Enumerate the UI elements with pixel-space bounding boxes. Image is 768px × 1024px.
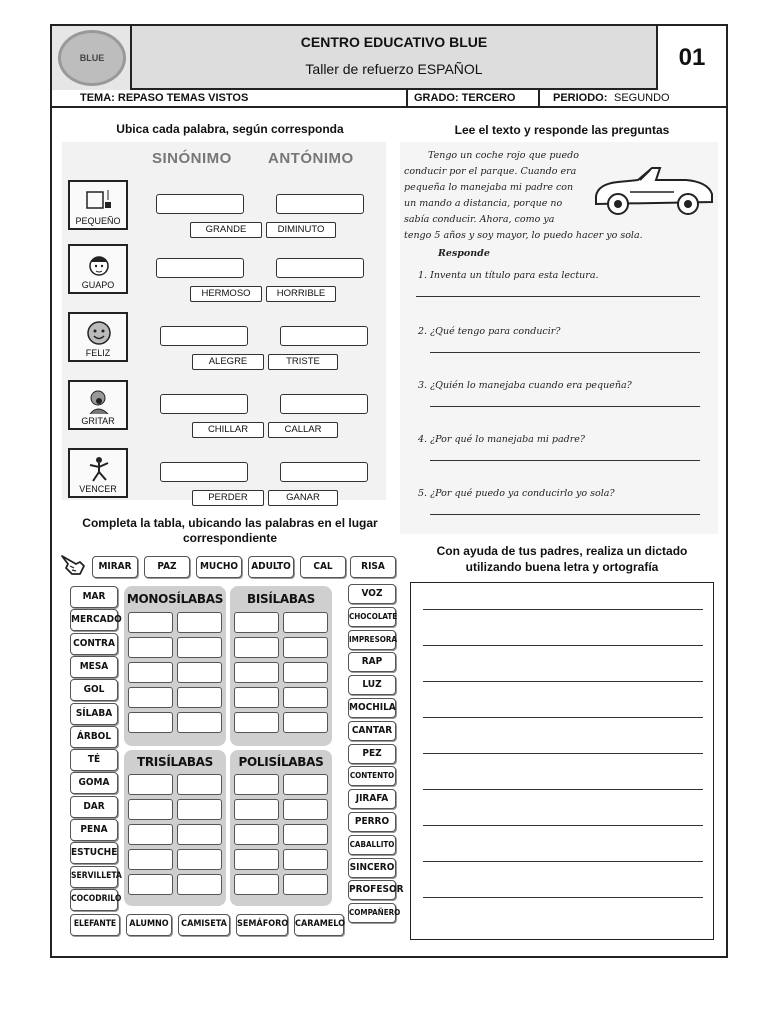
reading-line: sabía conducir. Ahora, como ya [404,214,555,225]
antonym-answer-box[interactable] [280,462,368,482]
synonym-answer-box[interactable] [156,194,244,214]
responde-label: Responde [438,248,490,259]
section2-title: Lee el texto y responde las preguntas [454,123,670,137]
answer-line[interactable] [430,460,700,461]
word-card[interactable]: ESTUCHE [70,842,118,864]
reading-line: un mando a distancia, porque no [404,198,563,209]
table-cell[interactable] [128,799,173,820]
synonym-answer-box[interactable] [160,394,248,414]
table-header-polisilabas: POLISÍLABAS [238,755,324,769]
word-card[interactable]: DAR [70,796,118,818]
table-cell[interactable] [128,712,173,733]
word-card[interactable]: PERRO [348,812,396,832]
table-cell[interactable] [177,799,222,820]
question-4: 4. ¿Por qué lo manejaba mi padre? [418,434,586,445]
section4-title-2: utilizando buena letra y ortografía [465,560,659,574]
table-cell[interactable] [283,824,328,845]
synonym-header: SINÓNIMO [152,150,232,167]
table-cell[interactable] [177,874,222,895]
word-card[interactable]: RAP [348,652,396,672]
word-card[interactable]: SEMÁFORO [236,914,288,936]
word-card[interactable]: CONTRA [70,633,118,655]
word-card[interactable]: CAMISETA [178,914,230,936]
question-5: 5. ¿Por qué puedo ya conducirlo yo sola? [418,488,615,499]
synonym-answer-box[interactable] [160,326,248,346]
pointing-hand-icon [58,548,88,578]
section4-title-1: Con ayuda de tus padres, realiza un dictado [436,544,688,558]
periodo-label: PERIODO: [553,92,608,104]
word-card[interactable]: MIRAR [92,556,138,578]
picture-word: GUAPO [81,280,115,290]
picture-word: VENCER [79,484,117,494]
table-cell[interactable] [234,874,279,895]
picture-word: GRITAR [81,416,115,426]
word-card[interactable]: CHOCOLATE [348,607,396,627]
table-cell[interactable] [177,687,222,708]
word-option[interactable]: CALLAR [268,422,338,438]
workshop-title: Taller de refuerzo ESPAÑOL [305,61,483,77]
word-card[interactable]: MESA [70,656,118,678]
word-card[interactable]: CAL [300,556,346,578]
runner-icon [86,456,112,482]
word-card[interactable]: COCODRILO [70,889,118,911]
synonym-answer-box[interactable] [160,462,248,482]
tema-label: TEMA: REPASO TEMAS VISTOS [80,92,249,104]
word-card[interactable]: ÁRBOL [70,726,118,748]
table-cell[interactable] [234,687,279,708]
word-card[interactable]: VOZ [348,584,396,604]
reading-line: pequeña lo manejaba mi padre con [404,182,574,193]
section3-title-1: Completa la tabla, ubicando las palabras en el lugar [82,516,378,530]
table-cell[interactable] [234,637,279,658]
table-cell[interactable] [234,712,279,733]
word-card[interactable]: PAZ [144,556,190,578]
section3-title-2: correspondiente [182,531,278,545]
table-cell[interactable] [283,799,328,820]
small-shapes-icon [86,188,112,214]
table-cell[interactable] [283,849,328,870]
picture-card [68,448,128,498]
car-icon [590,160,718,218]
table-cell[interactable] [234,662,279,683]
word-card[interactable]: PROFESOR [348,880,396,900]
reading-line: conducir por el parque. Cuando era [404,166,577,177]
answer-line[interactable] [430,352,700,353]
picture-card [68,312,128,362]
table-cell[interactable] [177,637,222,658]
word-card[interactable]: ELEFANTE [70,914,120,936]
table-cell[interactable] [128,874,173,895]
picture-card [68,244,128,294]
word-card[interactable]: RISA [350,556,396,578]
word-option[interactable]: DIMINUTO [266,222,336,238]
grado-label: GRADO: TERCERO [414,92,516,104]
table-cell[interactable] [128,824,173,845]
word-card[interactable]: JIRAFA [348,789,396,809]
section1-title: Ubica cada palabra, según corresponda [116,122,344,136]
picture-word: FELIZ [85,348,111,358]
table-cell[interactable] [128,687,173,708]
word-option[interactable]: ALEGRE [192,354,264,370]
table-cell[interactable] [234,774,279,795]
table-cell[interactable] [177,849,222,870]
word-card[interactable]: SINCERO [348,858,396,878]
picture-card [68,180,128,230]
word-card[interactable]: MUCHO [196,556,242,578]
periodo-value: SEGUNDO [614,92,670,104]
table-cell[interactable] [177,824,222,845]
info-row [52,90,726,108]
reading-line: Tengo un coche rojo que puedo [428,150,579,161]
antonym-answer-box[interactable] [276,258,364,278]
antonym-answer-box[interactable] [280,394,368,414]
word-card[interactable]: MOCHILA [348,698,396,718]
question-2: 2. ¿Qué tengo para conducir? [418,326,561,337]
antonym-answer-box[interactable] [276,194,364,214]
table-cell[interactable] [177,612,222,633]
word-option[interactable]: GANAR [268,490,338,506]
table-cell[interactable] [177,774,222,795]
question-1: 1. Inventa un título para esta lectura. [418,270,599,281]
antonym-header: ANTÓNIMO [268,150,354,167]
word-card[interactable]: CARAMELO [294,914,344,936]
word-card[interactable]: ALUMNO [126,914,172,936]
word-card[interactable]: SERVILLETA [70,866,118,888]
word-card[interactable]: MAR [70,586,118,608]
word-card[interactable]: CABALLITO [348,835,396,855]
table-cell[interactable] [128,774,173,795]
table-cell[interactable] [128,637,173,658]
word-card[interactable]: IMPRESORA [348,630,396,650]
table-cell[interactable] [234,612,279,633]
table-cell[interactable] [177,712,222,733]
table-cell[interactable] [283,874,328,895]
word-card[interactable]: CANTAR [348,721,396,741]
question-3: 3. ¿Quién lo manejaba cuando era pequeña? [418,380,632,391]
word-option[interactable]: GRANDE [190,222,262,238]
word-card[interactable]: PEZ [348,744,396,764]
word-option[interactable]: HORRIBLE [266,286,336,302]
table-cell[interactable] [283,712,328,733]
word-option[interactable]: HERMOSO [190,286,262,302]
table-header-bisilabas: BISÍLABAS [246,592,316,606]
shouting-person-icon [86,388,112,414]
table-cell[interactable] [128,662,173,683]
word-card[interactable]: ADULTO [248,556,294,578]
table-header-trisilabas: TRISÍLABAS [136,755,213,769]
word-card[interactable]: MERCADO [70,609,118,631]
table-header-monosilabas: MONOSÍLABAS [126,592,224,606]
table-cell[interactable] [128,612,173,633]
table-cell[interactable] [283,612,328,633]
picture-card [68,380,128,430]
word-card[interactable]: SÍLABA [70,703,118,725]
reading-line: tengo 5 años y soy mayor, lo puedo hacer yo sola. [404,230,643,241]
school-logo: BLUE [58,30,126,86]
dictation-box[interactable] [410,582,714,940]
table-cell[interactable] [234,799,279,820]
word-card[interactable]: GOL [70,679,118,701]
table-cell[interactable] [234,824,279,845]
word-card[interactable]: LUZ [348,675,396,695]
word-option[interactable]: TRISTE [268,354,338,370]
word-card[interactable]: CONTENTO [348,766,396,786]
picture-word: PEQUEÑO [75,216,121,226]
smiley-icon [86,320,112,346]
word-option[interactable]: CHILLAR [192,422,264,438]
word-option[interactable]: PERDER [192,490,264,506]
answer-line[interactable] [416,296,700,297]
table-cell[interactable] [283,687,328,708]
answer-line[interactable] [430,514,700,515]
table-cell[interactable] [283,774,328,795]
worksheet-number: 01 [656,26,726,90]
antonym-answer-box[interactable] [280,326,368,346]
table-cell[interactable] [177,662,222,683]
table-cell[interactable] [234,849,279,870]
word-card[interactable]: TÉ [70,749,118,771]
table-cell[interactable] [283,637,328,658]
word-card[interactable]: GOMA [70,772,118,794]
answer-line[interactable] [430,406,700,407]
word-card[interactable]: PENA [70,819,118,841]
school-name: CENTRO EDUCATIVO BLUE [300,34,488,50]
word-card[interactable]: COMPAÑERO [348,903,396,923]
table-cell[interactable] [283,662,328,683]
table-cell[interactable] [128,849,173,870]
synonym-answer-box[interactable] [156,258,244,278]
face-icon [86,252,112,278]
